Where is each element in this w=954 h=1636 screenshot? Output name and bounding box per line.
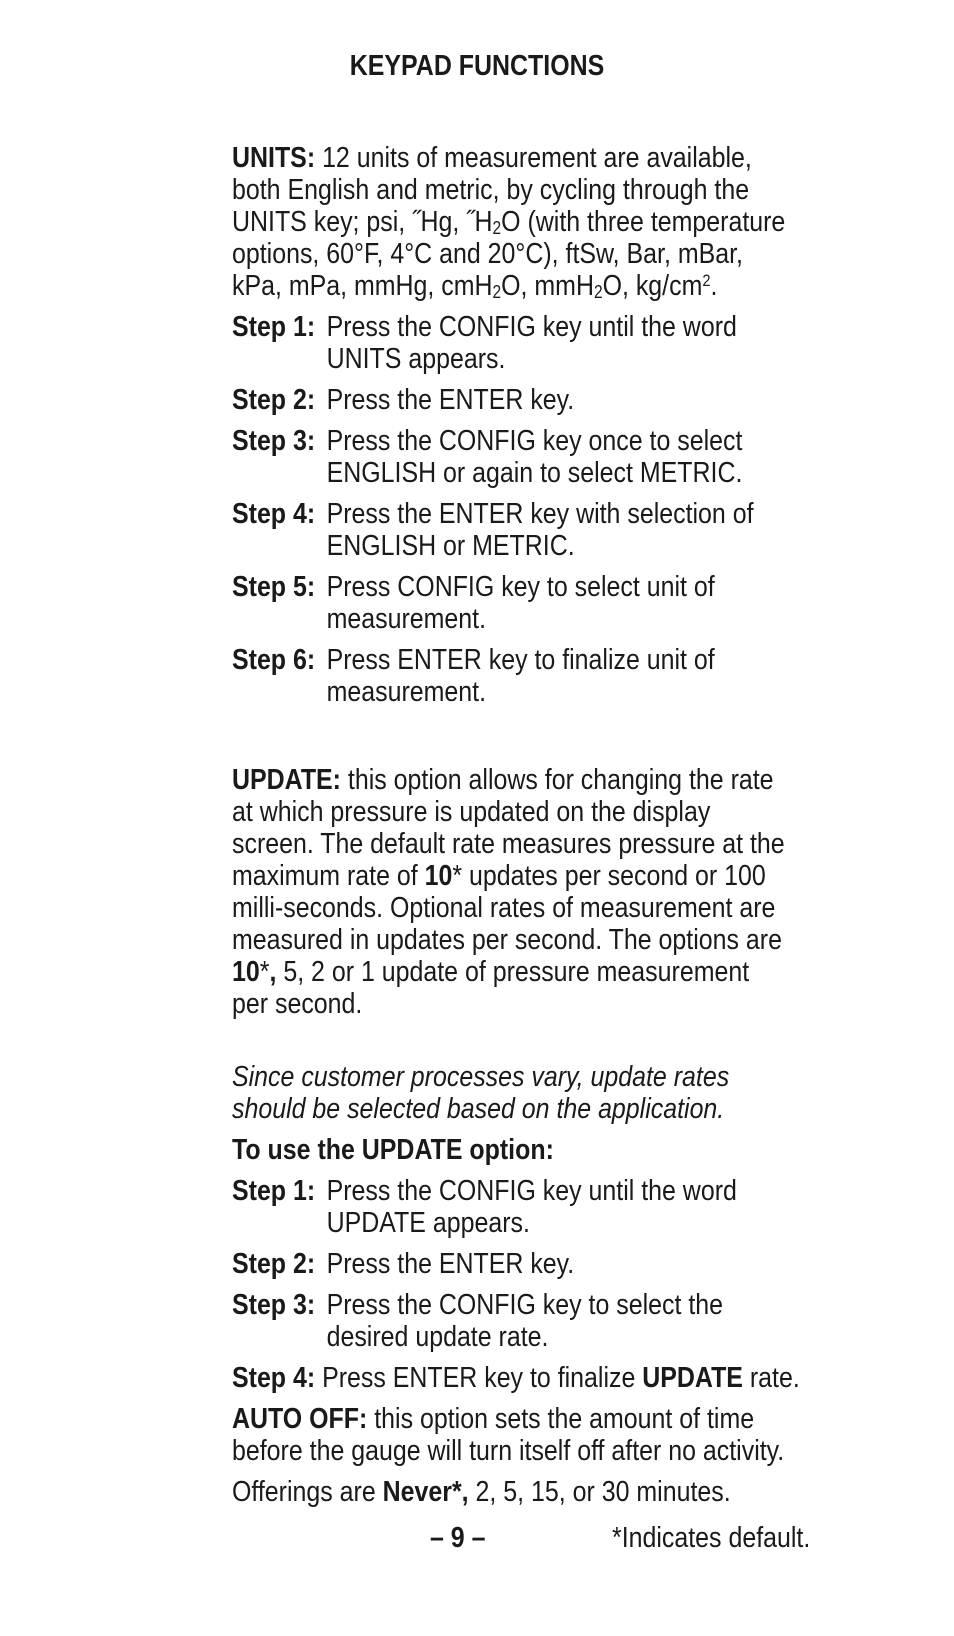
section-spacer xyxy=(232,1020,817,1061)
step-label: Step 4: xyxy=(232,1362,316,1394)
units-paragraph xyxy=(232,142,817,302)
update-label: UPDATE: xyxy=(232,764,341,796)
update-line-5: milli-seconds. Optional rates of measurement are xyxy=(232,892,776,924)
page-title: KEYPAD FUNCTIONS xyxy=(349,50,605,82)
step-label: Step 1: xyxy=(232,1175,316,1207)
default-footnote: *Indicates default. xyxy=(612,1522,811,1554)
units-step-6 xyxy=(232,644,817,708)
units-line-1: UNITS: 12 units of measurement are available, xyxy=(232,142,752,174)
units-step-5 xyxy=(232,571,817,635)
update-line-3: screen. The default rate measures pressure at the xyxy=(232,828,785,860)
section-spacer xyxy=(232,708,817,764)
step-text: Step 4: Press ENTER key to finalize UPDATE rate. xyxy=(232,1362,800,1394)
auto-off-paragraph xyxy=(232,1403,817,1467)
units-step-3 xyxy=(232,425,817,489)
step-text: Press the CONFIG key until the word UPDATE appears. xyxy=(326,1175,737,1239)
update-paragraph xyxy=(232,764,817,1020)
update-step-4 xyxy=(232,1362,817,1394)
units-line-4: options, 60°F, 4°C and 20°C), ftSw, Bar, mBar, xyxy=(232,238,743,270)
step-text: Press the ENTER key. xyxy=(326,1248,575,1280)
step-label: Step 2: xyxy=(232,384,316,416)
units-line-3: UNITS key; psi, ˝Hg, ˝H2O (with three temperature xyxy=(232,206,786,238)
auto-off-line-2: before the gauge will turn itself off after no activity. xyxy=(232,1435,785,1467)
step-text: Press the ENTER key. xyxy=(326,384,575,416)
step-label: Step 3: xyxy=(232,1289,316,1321)
step-text: Press the CONFIG key once to select ENGLISH or again to select METRIC. xyxy=(326,425,743,489)
step-text: Press ENTER key to finalize unit of measurement. xyxy=(326,644,715,708)
update-step-3 xyxy=(232,1289,817,1353)
update-line-8: per second. xyxy=(232,988,363,1020)
units-step-4 xyxy=(232,498,817,562)
auto-off-line-1: AUTO OFF: this option sets the amount of time xyxy=(232,1403,755,1435)
units-label: UNITS: xyxy=(232,142,316,174)
step-label: Step 4: xyxy=(232,498,316,530)
step-label: Step 1: xyxy=(232,311,316,343)
page-content xyxy=(232,142,817,1508)
update-line-2: at which pressure is updated on the display xyxy=(232,796,711,828)
update-line-1: UPDATE: this option allows for changing the rate xyxy=(232,764,774,796)
update-line-7: 10*, 5, 2 or 1 update of pressure measurement xyxy=(232,956,750,988)
units-line-5: kPa, mPa, mmHg, cmH2O, mmH2O, $kg/cm^2$. xyxy=(232,270,718,302)
step-label: Step 2: xyxy=(232,1248,316,1280)
update-step-2 xyxy=(232,1248,817,1280)
update-note: Since customer processes vary, update rates should be selected based on the application. xyxy=(232,1061,730,1125)
step-label: Step 3: xyxy=(232,425,316,457)
update-line-6: measured in updates per second. The options are xyxy=(232,924,782,956)
step-label: Step 5: xyxy=(232,571,316,603)
update-line-4: maximum rate of 10* updates per second or 100 xyxy=(232,860,766,892)
update-subheading: To use the UPDATE option: xyxy=(232,1134,554,1166)
step-text: Press the CONFIG key until the word UNITS appears. xyxy=(326,311,737,375)
step-text: Press the ENTER key with selection of ENGLISH or METRIC. xyxy=(326,498,754,562)
step-text: Press the CONFIG key to select the desired update rate. xyxy=(326,1289,724,1353)
units-step-2 xyxy=(232,384,817,416)
units-step-1 xyxy=(232,311,817,375)
auto-off-label: AUTO OFF: xyxy=(232,1403,368,1435)
units-line-2: both English and metric, by cycling through the xyxy=(232,174,750,206)
step-label: Step 6: xyxy=(232,644,316,676)
page-number: – 9 – xyxy=(430,1522,486,1554)
update-step-1 xyxy=(232,1175,817,1239)
auto-off-offerings: Offerings are Never*, 2, 5, 15, or 30 minutes. xyxy=(232,1476,731,1508)
step-text: Press CONFIG key to select unit of measurement. xyxy=(326,571,715,635)
